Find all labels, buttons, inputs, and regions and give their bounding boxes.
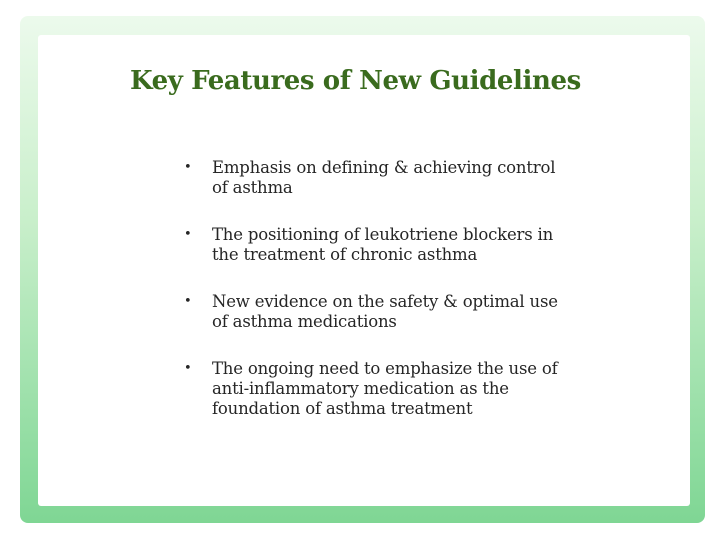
bullet-text-line: of asthma — [212, 178, 293, 197]
bullet-text-line: the treatment of chronic asthma — [212, 245, 478, 264]
bullet-item — [181, 225, 601, 265]
bullet-text-line: of asthma medications — [212, 312, 397, 331]
bullet-text-line: foundation of asthma treatment — [212, 399, 473, 418]
bullet-marker: • — [184, 160, 192, 175]
bullet-text-line: New evidence on the safety & optimal use — [212, 292, 558, 311]
bullet-marker: • — [184, 361, 192, 376]
bullet-item — [181, 292, 601, 332]
bullet-item — [181, 158, 601, 198]
bullet-text-line: The ongoing need to emphasize the use of — [212, 359, 558, 378]
bullet-text-line: anti-inflammatory medication as the — [212, 379, 509, 398]
bullet-list — [181, 158, 601, 446]
slide-title: Key Features of New Guidelines — [130, 66, 581, 96]
bullet-text-line: Emphasis on defining & achieving control — [212, 158, 556, 177]
bullet-item — [181, 359, 601, 419]
bullet-marker: • — [184, 294, 192, 309]
bullet-text-line: The positioning of leukotriene blockers in — [212, 225, 554, 244]
bullet-marker: • — [184, 227, 192, 242]
